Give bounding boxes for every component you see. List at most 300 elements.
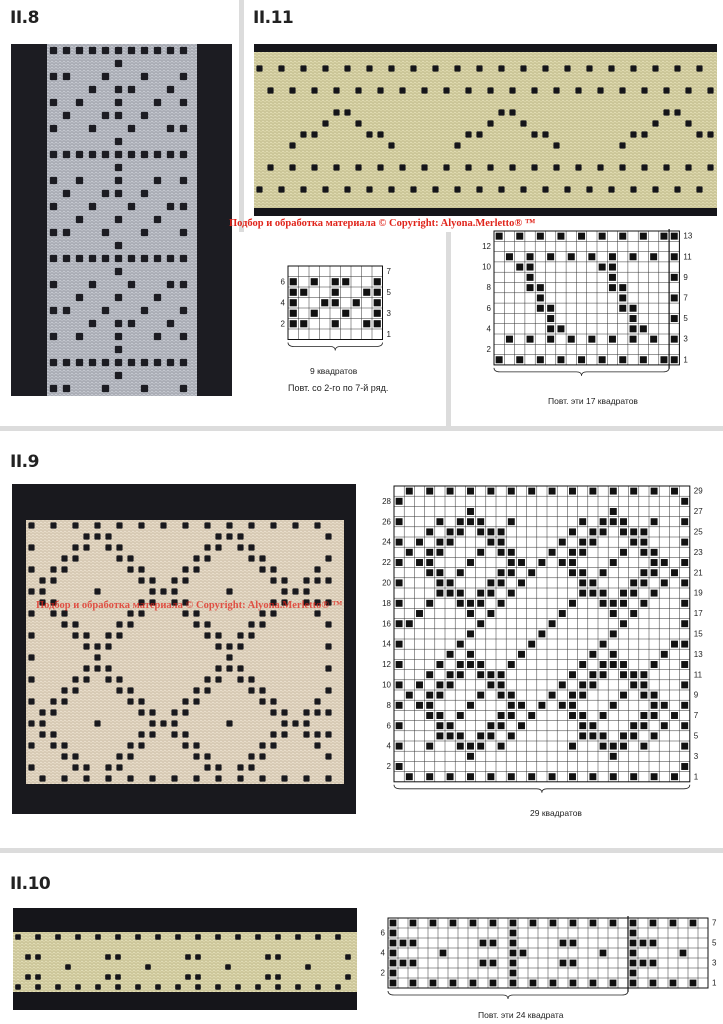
lace-mesh-hole xyxy=(160,588,166,594)
filled-cell xyxy=(518,722,525,729)
filled-cell xyxy=(528,712,535,719)
lace-mesh-hole xyxy=(72,544,78,550)
lace-mesh-hole xyxy=(25,954,31,960)
lace-mesh-hole xyxy=(305,964,311,970)
lace-mesh-hole xyxy=(315,984,321,990)
lace-mesh-hole xyxy=(89,255,96,262)
filled-cell xyxy=(589,732,596,739)
filled-cell xyxy=(396,518,403,525)
lace-mesh-hole xyxy=(344,65,350,71)
filled-cell xyxy=(528,773,535,780)
lace-mesh-hole xyxy=(454,142,460,148)
filled-cell xyxy=(390,950,397,957)
filled-cell xyxy=(651,692,658,699)
filled-cell xyxy=(447,579,454,586)
row-number-left: 6 xyxy=(486,303,491,313)
filled-cell xyxy=(436,579,443,586)
lace-mesh-hole xyxy=(149,775,155,781)
lace-mesh-hole xyxy=(72,522,78,528)
lace-mesh-hole xyxy=(102,151,109,158)
filled-cell xyxy=(510,940,517,947)
lace-mesh-hole xyxy=(50,610,56,616)
filled-cell xyxy=(559,702,566,709)
filled-cell xyxy=(300,289,307,296)
lace-mesh-hole xyxy=(141,307,148,314)
lace-mesh-hole xyxy=(388,186,394,192)
lace-mesh-hole xyxy=(102,255,109,262)
lace-mesh-hole xyxy=(586,65,592,71)
row-number-left: 4 xyxy=(386,741,391,751)
lace-mesh-hole xyxy=(267,87,273,93)
lace-mesh-hole xyxy=(115,974,121,980)
lace-mesh-hole xyxy=(311,131,317,137)
lace-mesh-hole xyxy=(154,255,161,262)
lace-mesh-hole xyxy=(295,984,301,990)
lace-mesh-hole xyxy=(76,99,83,106)
filled-cell xyxy=(640,539,647,546)
filled-cell xyxy=(609,274,616,281)
filled-cell xyxy=(579,539,586,546)
filled-cell xyxy=(436,539,443,546)
filled-cell xyxy=(600,743,607,750)
lace-mesh-hole xyxy=(248,676,254,682)
lace-mesh-hole xyxy=(265,954,271,960)
filled-cell xyxy=(490,960,497,967)
row-number-right: 3 xyxy=(386,308,391,318)
filled-cell xyxy=(426,712,433,719)
filled-cell xyxy=(410,980,417,987)
filled-cell xyxy=(527,264,534,271)
row-number-right: 13 xyxy=(693,649,703,659)
row-number-left: 6 xyxy=(380,928,385,938)
lace-mesh-hole xyxy=(63,151,70,158)
lace-mesh-hole xyxy=(180,307,187,314)
lace-mesh-hole xyxy=(155,984,161,990)
lace-mesh-hole xyxy=(115,294,122,301)
lace-mesh-hole xyxy=(237,676,243,682)
filled-cell xyxy=(390,980,397,987)
lace-mesh-hole xyxy=(270,731,276,737)
filled-cell xyxy=(467,630,474,637)
lace-mesh-hole xyxy=(292,588,298,594)
lace-mesh-hole xyxy=(303,577,309,583)
filled-cell xyxy=(630,980,637,987)
lace-mesh-hole xyxy=(270,566,276,572)
lace-mesh-hole xyxy=(105,974,111,980)
filled-cell xyxy=(498,722,505,729)
lace-mesh-hole xyxy=(289,87,295,93)
divider-horizontal-2 xyxy=(0,848,723,853)
lace-mesh-hole xyxy=(89,359,96,366)
lace-mesh-hole xyxy=(76,255,83,262)
lace-mesh-hole xyxy=(292,522,298,528)
filled-cell xyxy=(487,773,494,780)
filled-cell xyxy=(450,920,457,927)
lace-mesh-hole xyxy=(115,954,121,960)
filled-cell xyxy=(396,681,403,688)
filled-cell xyxy=(510,920,517,927)
lace-mesh-hole xyxy=(83,676,89,682)
chart-ii9-caption: 29 квадратов xyxy=(530,808,582,818)
lace-mesh-hole xyxy=(344,186,350,192)
filled-cell xyxy=(600,641,607,648)
lace-mesh-hole xyxy=(289,164,295,170)
lace-mesh-hole xyxy=(265,974,271,980)
filled-cell xyxy=(609,336,616,343)
row-number-left: 18 xyxy=(382,598,391,608)
filled-cell xyxy=(560,940,567,947)
lace-mesh-hole xyxy=(116,621,122,627)
watermark-top: Подбор и обработка материала © Copyright: Alyona.Merletto® ™ xyxy=(229,218,536,229)
lace-mesh-hole xyxy=(237,665,243,671)
filled-cell xyxy=(671,294,678,301)
lace-mesh-hole xyxy=(432,65,438,71)
lace-mesh-hole xyxy=(204,522,210,528)
lace-mesh-hole xyxy=(366,131,372,137)
lace-mesh-hole xyxy=(141,151,148,158)
filled-cell xyxy=(549,488,556,495)
filled-cell xyxy=(569,528,576,535)
lace-mesh-hole xyxy=(281,720,287,726)
filled-cell xyxy=(650,940,657,947)
lace-mesh-hole xyxy=(116,687,122,693)
filled-cell xyxy=(578,233,585,240)
row-number-right: 1 xyxy=(712,978,717,988)
lace-mesh-hole xyxy=(127,555,133,561)
filled-cell xyxy=(508,559,515,566)
lace-mesh-hole xyxy=(50,177,57,184)
lace-mesh-hole xyxy=(248,687,254,693)
filled-cell xyxy=(630,305,637,312)
filled-cell xyxy=(487,671,494,678)
lace-mesh-hole xyxy=(215,984,221,990)
lace-mesh-hole xyxy=(105,643,111,649)
filled-cell xyxy=(396,743,403,750)
lace-mesh-hole xyxy=(138,577,144,583)
lace-mesh-hole xyxy=(663,87,669,93)
filled-cell xyxy=(630,325,637,332)
lace-mesh-hole xyxy=(55,984,61,990)
filled-cell xyxy=(610,980,617,987)
lace-mesh-hole xyxy=(128,47,135,54)
lace-mesh-hole xyxy=(72,555,78,561)
lace-mesh-hole xyxy=(344,109,350,115)
lace-mesh-hole xyxy=(248,753,254,759)
lace-mesh-hole xyxy=(215,533,221,539)
filled-cell xyxy=(630,315,637,322)
lace-mesh-hole xyxy=(35,984,41,990)
lace-mesh-hole xyxy=(487,87,493,93)
row-number-left: 28 xyxy=(382,496,391,506)
filled-cell xyxy=(671,712,678,719)
lace-mesh-hole xyxy=(630,65,636,71)
filled-cell xyxy=(557,325,564,332)
lace-mesh-hole xyxy=(248,632,254,638)
filled-cell xyxy=(496,233,503,240)
filled-cell xyxy=(447,651,454,658)
filled-cell xyxy=(610,702,617,709)
filled-cell xyxy=(681,743,688,750)
lace-mesh-hole xyxy=(115,372,122,379)
lace-mesh-hole xyxy=(641,87,647,93)
filled-cell xyxy=(396,763,403,770)
lace-mesh-hole xyxy=(115,190,122,197)
lace-mesh-hole xyxy=(72,632,78,638)
row-number-right: 17 xyxy=(693,609,703,619)
lace-mesh-hole xyxy=(105,764,111,770)
lace-mesh-hole xyxy=(465,87,471,93)
filled-cell xyxy=(549,692,556,699)
lace-mesh-hole xyxy=(127,610,133,616)
filled-cell xyxy=(609,264,616,271)
lace-mesh-hole xyxy=(193,742,199,748)
lace-mesh-hole xyxy=(65,964,71,970)
lace-mesh-hole xyxy=(410,186,416,192)
filled-cell xyxy=(436,722,443,729)
lace-mesh-hole xyxy=(141,73,148,80)
lace-mesh-hole xyxy=(141,229,148,236)
filled-cell xyxy=(477,549,484,556)
lace-mesh-hole xyxy=(303,775,309,781)
lace-mesh-hole xyxy=(128,255,135,262)
filled-cell xyxy=(559,539,566,546)
filled-cell xyxy=(406,549,413,556)
lace-mesh-hole xyxy=(325,753,331,759)
lace-mesh-hole xyxy=(50,47,57,54)
lace-mesh-hole xyxy=(278,65,284,71)
lace-mesh-hole xyxy=(50,73,57,80)
lace-mesh-hole xyxy=(182,742,188,748)
lace-mesh-hole xyxy=(195,974,201,980)
filled-cell xyxy=(332,299,339,306)
lace-mesh-hole xyxy=(193,698,199,704)
row-number-left: 20 xyxy=(382,578,391,588)
lace-mesh-hole xyxy=(388,65,394,71)
filled-cell xyxy=(640,579,647,586)
filled-cell xyxy=(579,549,586,556)
lace-mesh-hole xyxy=(89,281,96,288)
filled-cell xyxy=(518,651,525,658)
lace-mesh-hole xyxy=(204,764,210,770)
lace-mesh-hole xyxy=(652,65,658,71)
row-number-right: 7 xyxy=(683,293,688,303)
filled-cell xyxy=(396,661,403,668)
chart-ii10-caption: Повт. эти 24 квадрата xyxy=(478,1010,564,1020)
filled-cell xyxy=(630,773,637,780)
lace-mesh-hole xyxy=(61,753,67,759)
lace-mesh-hole xyxy=(553,164,559,170)
lace-mesh-hole xyxy=(63,47,70,54)
filled-cell xyxy=(477,671,484,678)
lace-mesh-hole xyxy=(55,934,61,940)
filled-cell xyxy=(406,692,413,699)
row-number-left: 2 xyxy=(380,968,385,978)
filled-cell xyxy=(610,600,617,607)
lace-mesh-hole xyxy=(215,764,221,770)
lace-mesh-hole xyxy=(674,65,680,71)
filled-cell xyxy=(527,336,534,343)
lace-mesh-hole xyxy=(509,87,515,93)
filled-cell xyxy=(396,702,403,709)
lace-mesh-hole xyxy=(333,87,339,93)
lace-mesh-hole xyxy=(145,964,151,970)
lace-mesh-hole xyxy=(542,65,548,71)
filled-cell xyxy=(549,549,556,556)
chart-ii9 xyxy=(376,480,716,800)
filled-cell xyxy=(681,763,688,770)
lace-mesh-hole xyxy=(127,621,133,627)
filled-cell xyxy=(681,498,688,505)
filled-cell xyxy=(620,743,627,750)
filled-cell xyxy=(496,356,503,363)
filled-cell xyxy=(396,641,403,648)
filled-cell xyxy=(390,920,397,927)
row-number-right: 15 xyxy=(693,629,703,639)
lace-mesh-hole xyxy=(61,555,67,561)
filled-cell xyxy=(588,253,595,260)
filled-cell xyxy=(490,940,497,947)
lace-mesh-hole xyxy=(180,73,187,80)
lace-mesh-hole xyxy=(388,142,394,148)
lace-mesh-hole xyxy=(652,120,658,126)
lace-mesh-hole xyxy=(325,709,331,715)
lace-mesh-hole xyxy=(630,131,636,137)
filled-cell xyxy=(487,590,494,597)
lace-mesh-hole xyxy=(89,203,96,210)
lace-mesh-hole xyxy=(50,522,56,528)
lace-mesh-hole xyxy=(128,86,135,93)
lace-mesh-hole xyxy=(115,934,121,940)
lace-mesh-hole xyxy=(509,109,515,115)
lace-mesh-hole xyxy=(171,731,177,737)
lace-mesh-hole xyxy=(355,120,361,126)
filled-cell xyxy=(447,773,454,780)
lace-mesh-hole xyxy=(28,698,34,704)
lace-mesh-hole xyxy=(116,764,122,770)
lace-mesh-hole xyxy=(226,522,232,528)
filled-cell xyxy=(516,233,523,240)
lace-mesh-hole xyxy=(83,544,89,550)
lace-mesh-hole xyxy=(476,186,482,192)
lace-mesh-hole xyxy=(94,654,100,660)
lace-mesh-hole xyxy=(597,87,603,93)
lace-mesh-hole xyxy=(487,120,493,126)
lace-mesh-hole xyxy=(171,775,177,781)
divider-horizontal-1 xyxy=(0,426,723,431)
row-number-right: 1 xyxy=(693,772,699,782)
filled-cell xyxy=(559,559,566,566)
lace-mesh-hole xyxy=(115,255,122,262)
lace-mesh-hole xyxy=(531,164,537,170)
brace xyxy=(494,368,669,376)
filled-cell xyxy=(498,712,505,719)
filled-cell xyxy=(569,773,576,780)
filled-cell xyxy=(640,692,647,699)
filled-cell xyxy=(396,620,403,627)
filled-cell xyxy=(547,253,554,260)
filled-cell xyxy=(508,732,515,739)
lace-mesh-hole xyxy=(487,164,493,170)
lace-mesh-hole xyxy=(127,775,133,781)
lace-mesh-hole xyxy=(303,709,309,715)
lace-mesh-hole xyxy=(160,522,166,528)
lace-mesh-hole xyxy=(226,665,232,671)
filled-cell xyxy=(436,681,443,688)
lace-mesh-hole xyxy=(50,255,57,262)
filled-cell xyxy=(640,549,647,556)
filled-cell xyxy=(640,743,647,750)
lace-mesh-hole xyxy=(180,177,187,184)
filled-cell xyxy=(557,356,564,363)
filled-cell xyxy=(681,518,688,525)
filled-cell xyxy=(537,356,544,363)
filled-cell xyxy=(600,600,607,607)
lace-mesh-hole xyxy=(102,190,109,197)
lace-mesh-hole xyxy=(102,385,109,392)
lace-mesh-hole xyxy=(94,522,100,528)
row-number-left: 14 xyxy=(382,639,391,649)
lace-mesh-hole xyxy=(127,742,133,748)
lace-mesh-hole xyxy=(102,359,109,366)
lace-mesh-hole xyxy=(564,186,570,192)
filled-cell xyxy=(670,980,677,987)
lace-mesh-hole xyxy=(193,753,199,759)
lace-mesh-hole xyxy=(553,142,559,148)
lace-mesh-hole xyxy=(94,720,100,726)
row-number-left: 12 xyxy=(482,242,491,252)
lace-mesh-hole xyxy=(95,984,101,990)
filled-cell xyxy=(477,620,484,627)
lace-mesh-hole xyxy=(275,934,281,940)
lace-mesh-hole xyxy=(39,775,45,781)
filled-cell xyxy=(620,518,627,525)
filled-cell xyxy=(549,620,556,627)
row-number-left: 8 xyxy=(386,700,391,710)
lace-mesh-hole xyxy=(28,720,34,726)
filled-cell xyxy=(550,980,557,987)
lace-mesh-hole xyxy=(248,621,254,627)
lace-mesh-hole xyxy=(377,131,383,137)
filled-cell xyxy=(406,620,413,627)
filled-cell xyxy=(650,336,657,343)
filled-cell xyxy=(569,702,576,709)
lace-mesh-hole xyxy=(50,307,57,314)
chart-ii11-caption: Повт. эти 17 квадратов xyxy=(548,396,638,406)
lace-mesh-hole xyxy=(204,676,210,682)
filled-cell xyxy=(681,702,688,709)
filled-cell xyxy=(487,732,494,739)
filled-cell xyxy=(390,940,397,947)
filled-cell xyxy=(671,253,678,260)
filled-cell xyxy=(650,253,657,260)
filled-cell xyxy=(671,488,678,495)
lace-mesh-hole xyxy=(167,86,174,93)
filled-cell xyxy=(527,253,534,260)
filled-cell xyxy=(426,600,433,607)
row-number-right: 19 xyxy=(693,588,703,598)
filled-cell xyxy=(569,569,576,576)
section-label-ii9: II.9 xyxy=(10,452,39,472)
row-number-right: 9 xyxy=(683,272,688,282)
lace-mesh-hole xyxy=(663,109,669,115)
lace-mesh-hole xyxy=(259,566,265,572)
filled-cell xyxy=(477,600,484,607)
filled-cell xyxy=(457,743,464,750)
filled-cell xyxy=(457,712,464,719)
lace-mesh-hole xyxy=(195,934,201,940)
lace-mesh-hole xyxy=(102,47,109,54)
row-number-right: 23 xyxy=(693,547,703,557)
